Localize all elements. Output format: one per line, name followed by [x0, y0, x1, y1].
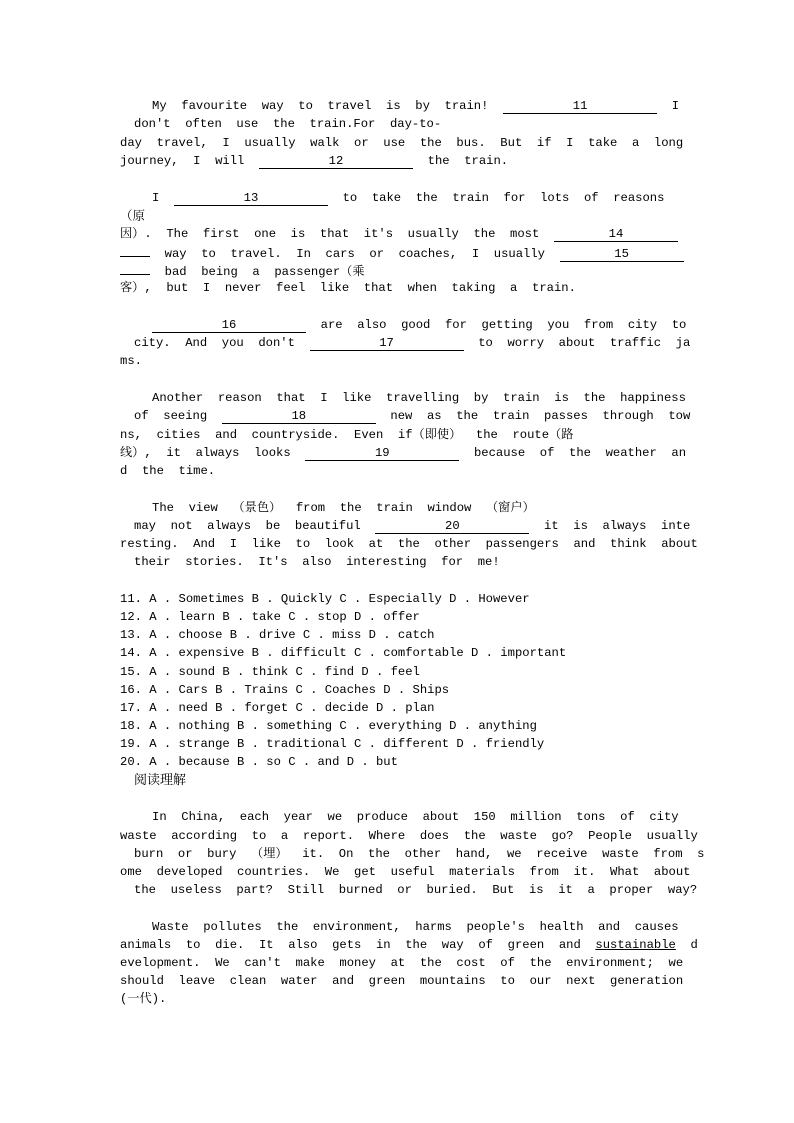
text: because of the weather an: [473, 446, 687, 460]
p5-line-4: their stories. It's also interesting for me!: [134, 555, 500, 569]
p7-line-5: (一代).: [120, 992, 167, 1006]
p1-line-2: don't often use the train.For day-to-: [134, 117, 442, 131]
p7-line-2: [120, 936, 698, 954]
text: I: [152, 191, 160, 205]
text: animals to die. It also gets in the way of green and: [120, 938, 581, 952]
blank-15[interactable]: 15: [560, 247, 684, 262]
text: d: [690, 938, 698, 952]
blank-19[interactable]: 19: [305, 446, 459, 461]
text: 因）. The first one is that it's usually the most: [120, 227, 540, 241]
p6-line-4: ome developed countries. We get useful materials from it. What about: [120, 865, 691, 879]
option-13: 13. A . choose B . drive C . miss D . catch: [120, 628, 435, 642]
underlined-word: sustainable: [595, 938, 676, 952]
text: My favourite way to travel is by train!: [152, 99, 489, 113]
p6-line-5: the useless part? Still burned or buried. But is it a proper way?: [134, 883, 698, 897]
p5-line-1: The view （景色） from the train window （窗户）: [152, 501, 535, 515]
p5-line-3: resting. And I like to look at the other passengers and think about: [120, 537, 698, 551]
option-18: 18. A . nothing B . something C . everything D . anything: [120, 719, 537, 733]
p2-line-2: （原: [120, 208, 146, 223]
option-12: 12. A . learn B . take C . stop D . offer: [120, 610, 420, 624]
blank-17[interactable]: 17: [310, 336, 464, 351]
p3-line-1: [152, 316, 686, 334]
p2-line-3: [120, 225, 678, 243]
text: new as the train passes through tow: [390, 409, 691, 423]
blank-11[interactable]: 11: [503, 99, 657, 114]
option-20: 20. A . because B . so C . and D . but: [120, 755, 398, 769]
text: 线）, it always looks: [120, 446, 291, 460]
p7-line-3: evelopment. We can't make money at the cost of the environment; we: [120, 956, 684, 970]
blank-13[interactable]: 13: [174, 191, 328, 206]
p1-line-1: [152, 97, 679, 115]
text: of seeing: [134, 409, 208, 423]
p2-line-6: 客）, but I never feel like that when taking a train.: [120, 281, 576, 295]
text: bad being a passenger（乘: [164, 265, 365, 279]
text: it is always inte: [544, 519, 691, 533]
p6-line-1: In China, each year we produce about 150 million tons of city: [152, 810, 679, 824]
p4-line-3: ns, cities and countryside. Even if（即使） the route（路: [120, 428, 574, 442]
p1-line-3: day travel, I usually walk or use the bus. But if I take a long: [120, 136, 684, 150]
blank-16[interactable]: 16: [152, 318, 306, 333]
blank-14[interactable]: 14: [554, 227, 678, 242]
p1-line-4: [120, 152, 508, 170]
text: I: [671, 99, 680, 113]
blank-14-tail: [120, 243, 150, 257]
p3-line-2: [134, 334, 690, 352]
p7-line-4: should leave clean water and green mountains to our next generation: [120, 974, 684, 988]
blank-18[interactable]: 18: [222, 409, 376, 424]
text: may not always be beautiful: [134, 519, 361, 533]
blank-12[interactable]: 12: [259, 154, 413, 169]
p6-line-2: waste according to a report. Where does the waste go? People usually: [120, 829, 698, 843]
text: to take the train for lots of reasons: [342, 191, 665, 205]
p4-line-5: d the time.: [120, 464, 216, 478]
text: journey, I will: [120, 154, 245, 168]
text: way to travel. In cars or coaches, I usually: [164, 247, 545, 261]
blank-20[interactable]: 20: [375, 519, 529, 534]
p3-line-3: ms.: [120, 354, 142, 368]
p4-line-1: Another reason that I like travelling by train is the happiness: [152, 391, 686, 405]
text: are also good for getting you from city to: [320, 318, 687, 332]
p4-line-2: [134, 407, 690, 425]
text: the train.: [427, 154, 509, 168]
option-15: 15. A . sound B . think C . find D . feel: [120, 665, 420, 679]
p4-line-4: [120, 444, 686, 462]
blank-15-tail: [120, 261, 150, 275]
section-heading: 阅读理解: [134, 773, 187, 788]
option-14: 14. A . expensive B . difficult C . comfortable D . important: [120, 646, 567, 660]
option-17: 17. A . need B . forget C . decide D . plan: [120, 701, 435, 715]
text: to worry about traffic ja: [478, 336, 691, 350]
text: city. And you don't: [134, 336, 295, 350]
option-11: 11. A . Sometimes B . Quickly C . Especially D . However: [120, 592, 530, 606]
p7-line-1: Waste pollutes the environment, harms people's health and causes: [152, 920, 679, 934]
option-16: 16. A . Cars B . Trains C . Coaches D . Ships: [120, 683, 450, 697]
p5-line-2: [134, 517, 690, 535]
p2-line-1: [152, 189, 664, 207]
p6-line-3: burn or bury （埋） it. On the other hand, we receive waste from s: [134, 847, 705, 861]
option-19: 19. A . strange B . traditional C . different D . friendly: [120, 737, 545, 751]
